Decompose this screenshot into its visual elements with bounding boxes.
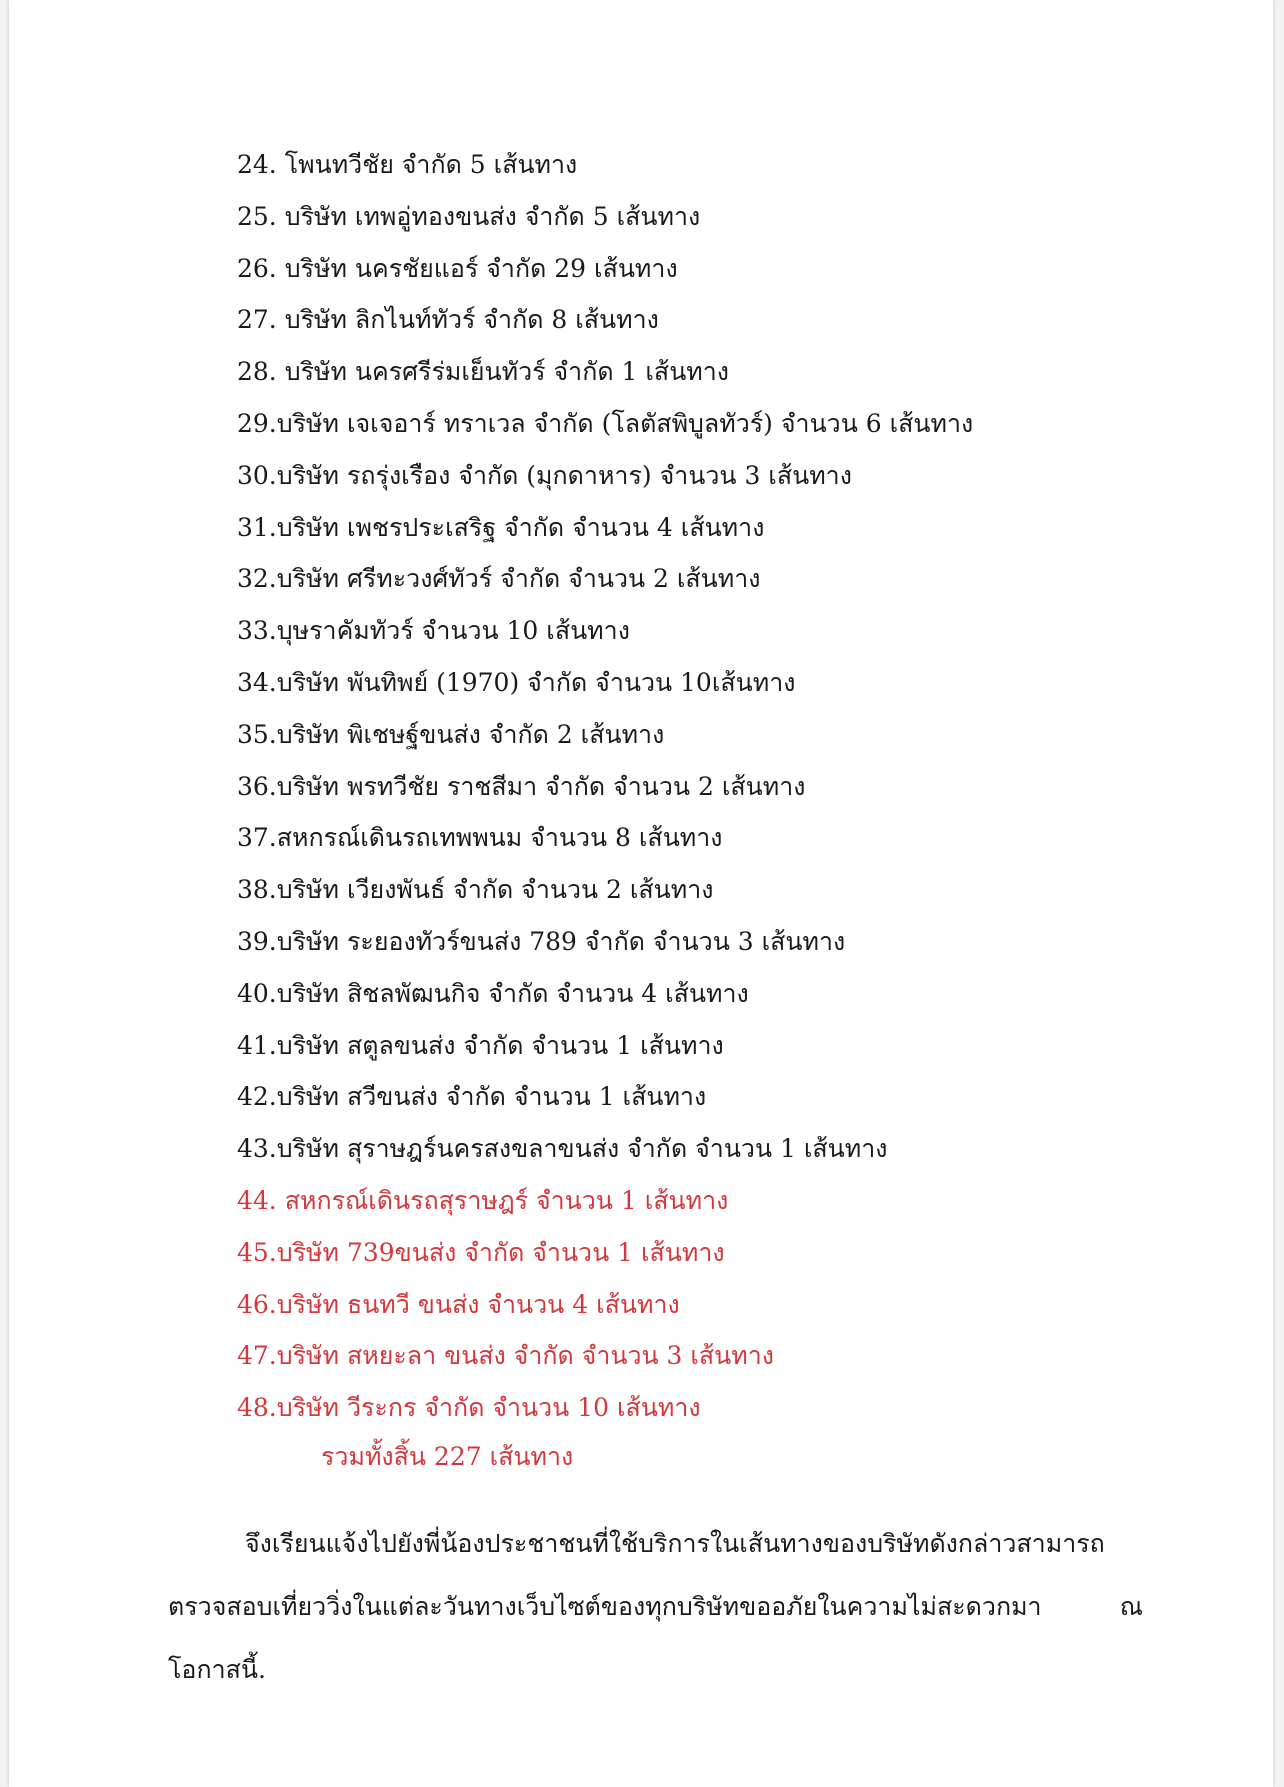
list-item: 29.บริษัท เจเจอาร์ ทราเวล จำกัด (โลตัสพิบูลทัวร์) จำนวน 6 เส้นทาง <box>237 408 974 438</box>
list-item: 36.บริษัท พรทวีชัย ราชสีมา จำกัด จำนวน 2 เส้นทาง <box>237 771 806 801</box>
list-item-highlighted: 45.บริษัท 739ขนส่ง จำกัด จำนวน 1 เส้นทาง <box>237 1237 725 1267</box>
list-item-highlighted: 46.บริษัท ธนทวี ขนส่ง จำนวน 4 เส้นทาง <box>237 1289 680 1319</box>
list-item: 37.สหกรณ์เดินรถเทพพนม จำนวน 8 เส้นทาง <box>237 823 723 853</box>
list-item-highlighted: 47.บริษัท สหยะลา ขนส่ง จำกัด จำนวน 3 เส้นทาง <box>237 1341 774 1371</box>
list-item: 32.บริษัท ศรีทะวงศ์ทัวร์ จำกัด จำนวน 2 เส้นทาง <box>237 564 761 594</box>
list-item: 25. บริษัท เทพอู่ทองขนส่ง จำกัด 5 เส้นทาง <box>237 201 701 231</box>
list-item: 42.บริษัท สวีขนส่ง จำกัด จำนวน 1 เส้นทาง <box>237 1082 707 1112</box>
company-route-list <box>237 146 1217 1441</box>
list-item: 28. บริษัท นครศรีร่มเย็นทัวร์ จำกัด 1 เส้นทาง <box>237 357 730 387</box>
list-item: 26. บริษัท นครชัยแอร์ จำกัด 29 เส้นทาง <box>237 253 678 283</box>
document-page <box>9 0 1273 1787</box>
list-item: 33.บุษราคัมทัวร์ จำนวน 10 เส้นทาง <box>237 616 630 646</box>
list-item: 38.บริษัท เวียงพันธ์ จำกัด จำนวน 2 เส้นทาง <box>237 875 714 905</box>
list-item: 31.บริษัท เพชรประเสริฐ จำกัด จำนวน 4 เส้นทาง <box>237 512 765 542</box>
list-item: 39.บริษัท ระยองทัวร์ขนส่ง 789 จำกัด จำนวน 3 เส้นทาง <box>237 926 846 956</box>
list-item: 24. โพนทวีชัย จำกัด 5 เส้นทาง <box>237 150 578 179</box>
closing-paragraph: จึงเรียนแจ้งไปยังพี่น้องประชาชนที่ใช้บริการในเส้นทางของบริษัทดังกล่าวสามารถตรวจสอบเที่ยววิ่งในแต่ละวันทางเว็บไซต์ของทุกบริษัทขออภัยในความไม่สะดวกมา ณ โอกาสนี้. <box>168 1529 1143 1684</box>
list-item: 40.บริษัท สิชลพัฒนกิจ จำกัด จำนวน 4 เส้นทาง <box>237 978 749 1008</box>
list-item-highlighted: 44. สหกรณ์เดินรถสุราษฎร์ จำนวน 1 เส้นทาง <box>237 1185 729 1215</box>
list-item: 27. บริษัท ลิกไนท์ทัวร์ จำกัด 8 เส้นทาง <box>237 305 659 335</box>
list-item: 30.บริษัท รถรุ่งเรือง จำกัด (มุกดาหาร) จำนวน 3 เส้นทาง <box>237 460 852 490</box>
list-item: 34.บริษัท พันทิพย์ (1970) จำกัด จำนวน 10เส้นทาง <box>237 667 796 697</box>
list-item: 41.บริษัท สตูลขนส่ง จำกัด จำนวน 1 เส้นทาง <box>237 1030 724 1060</box>
route-total: รวมทั้งสิ้น 227 เส้นทาง <box>321 1442 574 1471</box>
list-item: 43.บริษัท สุราษฎร์นครสงขลาขนส่ง จำกัด จำนวน 1 เส้นทาง <box>237 1134 888 1164</box>
list-item: 35.บริษัท พิเชษฐ์ขนส่ง จำกัด 2 เส้นทาง <box>237 719 665 749</box>
list-item-highlighted: 48.บริษัท วีระกร จำกัด จำนวน 10 เส้นทาง <box>237 1393 701 1423</box>
